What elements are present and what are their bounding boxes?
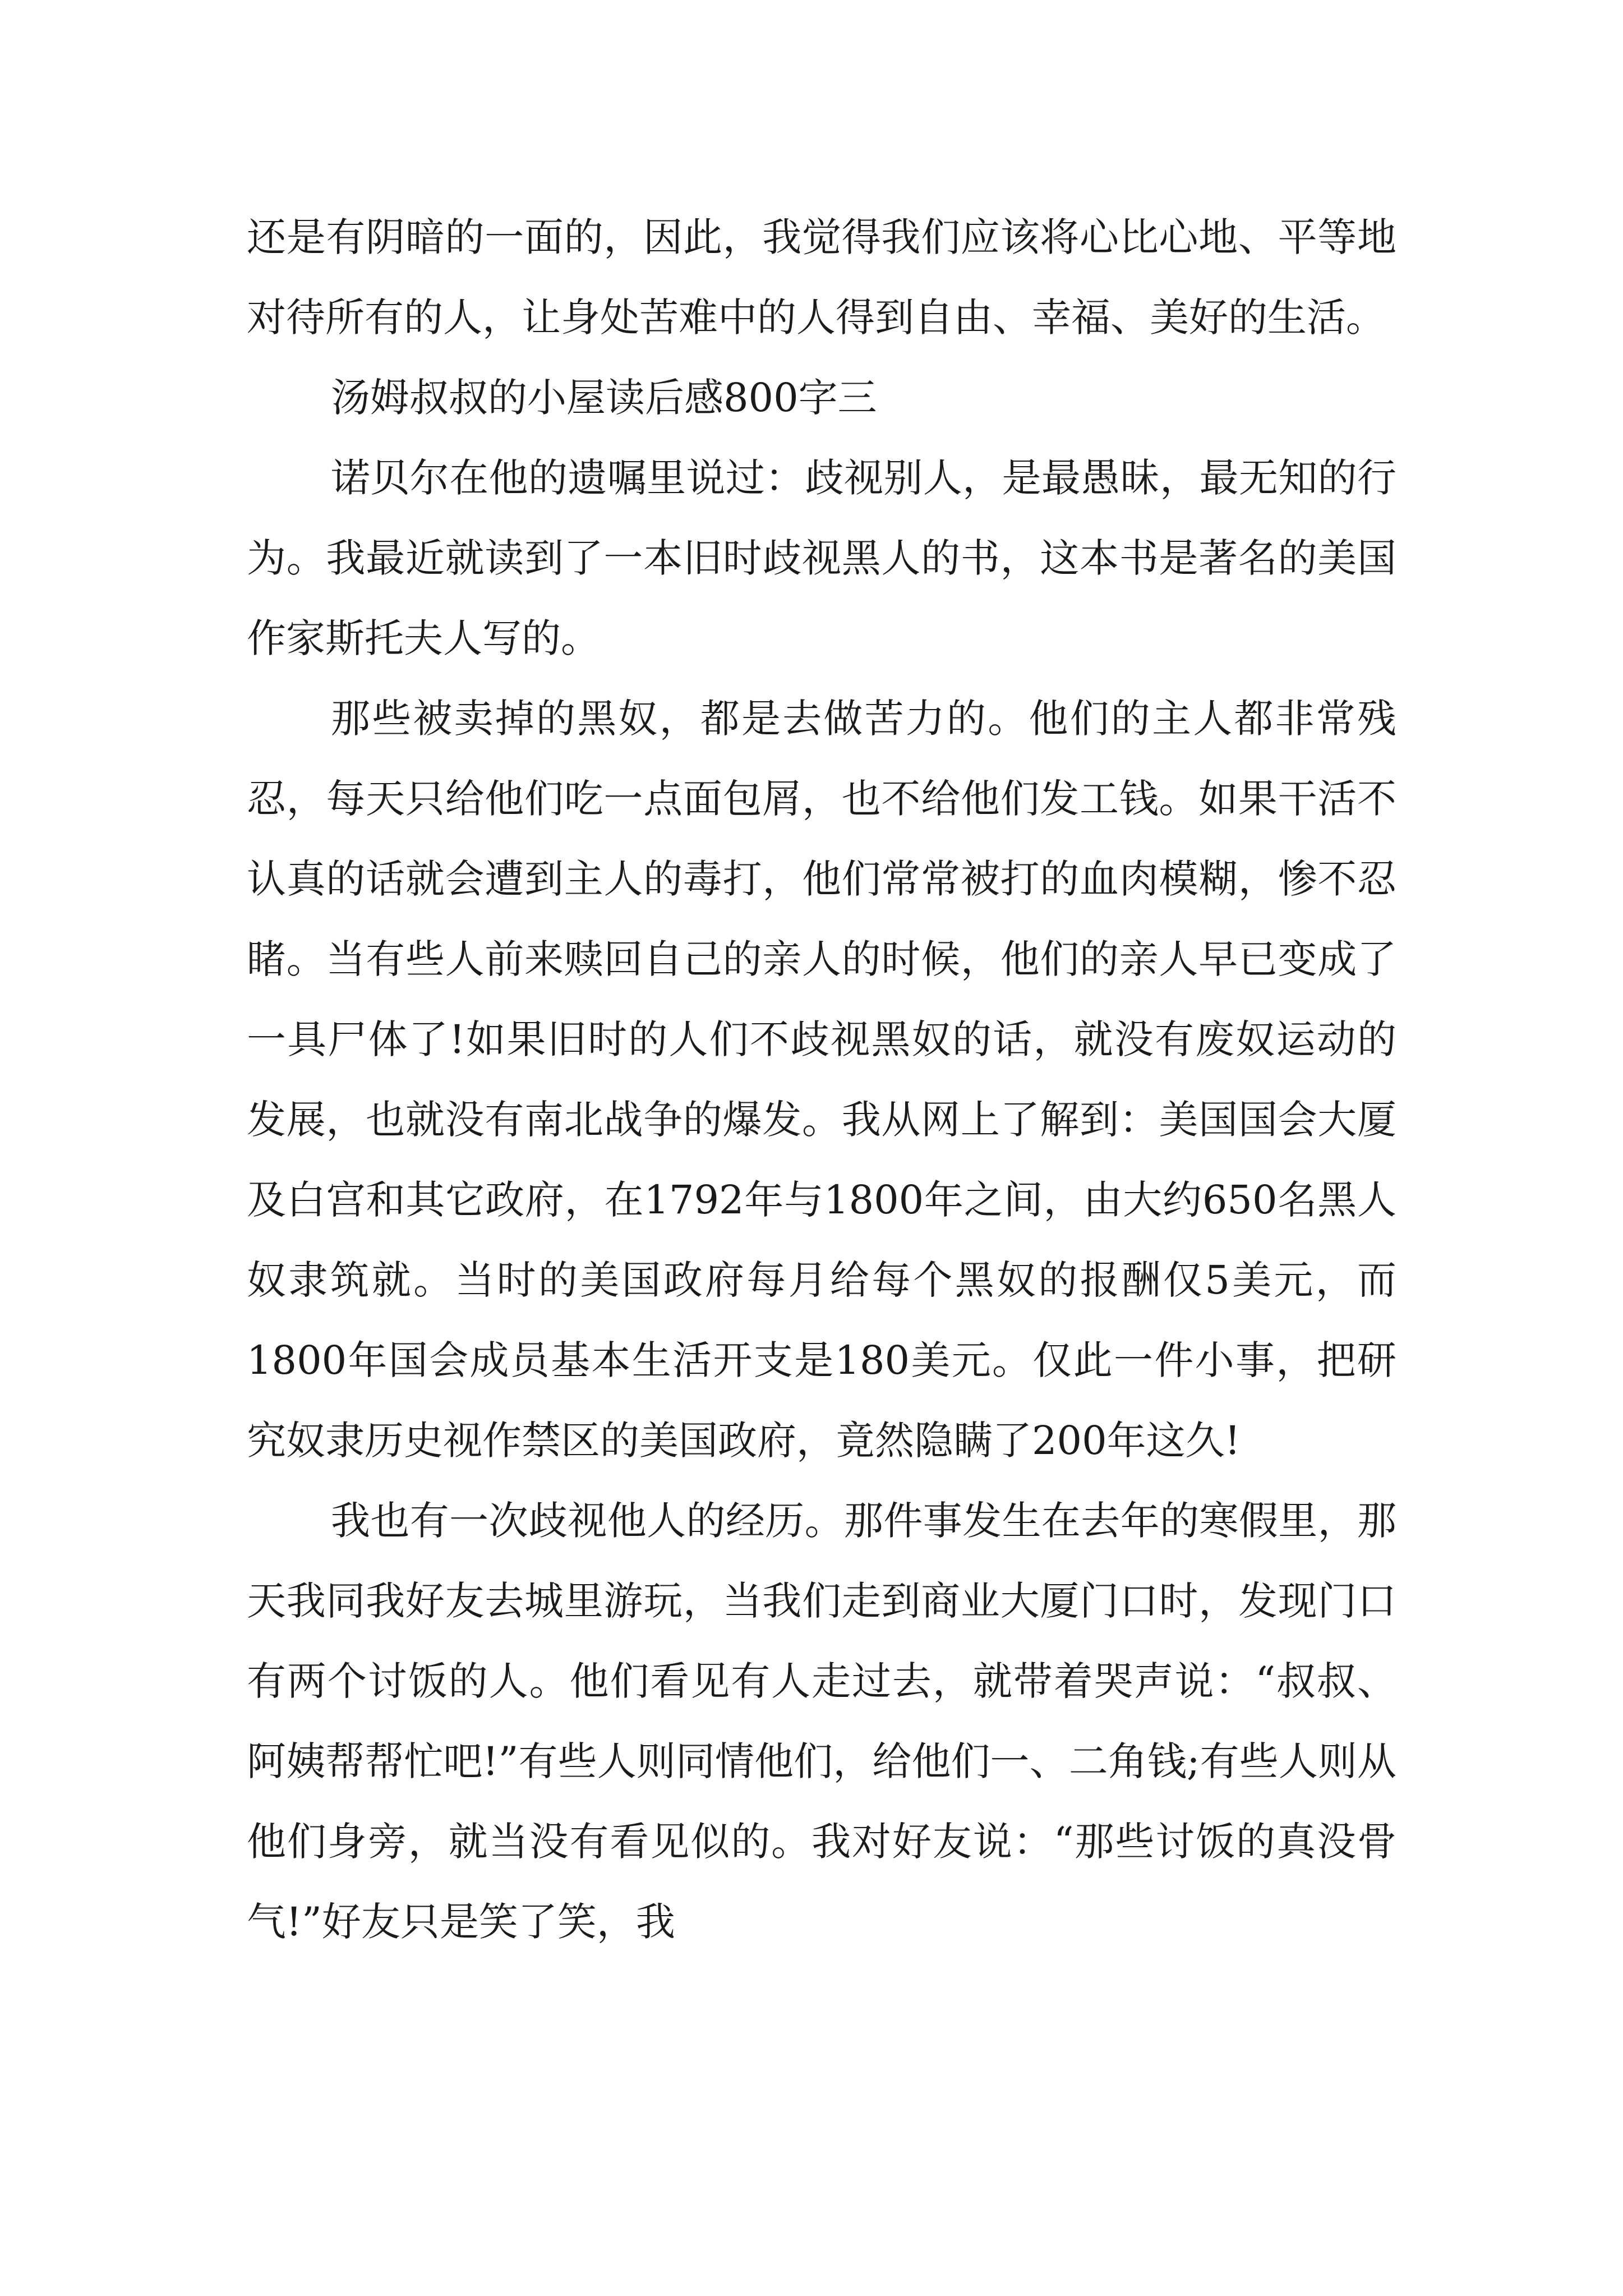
paragraph-continuation: 还是有阴暗的一面的，因此，我觉得我们应该将心比心地、平等地对待所有的人，让身处苦难中的人得到自由、幸福、美好的生活。 bbox=[247, 214, 1396, 341]
paragraph-nobel-quote: 诺贝尔在他的遗嘱里说过：歧视别人，是最愚昧，最无知的行为。我最近就读到了一本旧时歧视黑人的书，这本书是著名的美国作家斯托夫人写的。 bbox=[247, 455, 1396, 661]
paragraph-slaves: 那些被卖掉的黑奴，都是去做苦力的。他们的主人都非常残忍，每天只给他们吃一点面包屑，也不给他们发工钱。如果干活不认真的话就会遭到主人的毒打，他们常常被打的血肉模糊，惨不忍睹。当有些人前来赎回自己的亲人的时候，他们的亲人早已变成了一具尸体了!如果旧时的人们不歧视黑奴的话，就没有废奴运动的发展，也就没有南北战争的爆发。我从网上了解到：美国国会大厦及白宫和其它政府，在1792年与1800年之间，由大约650名黑人奴隶筑就。当时的美国政府每月给每个黑奴的报酬仅5美元，而1800年国会成员基本生活开支是180美元。仅此一件小事，把研究奴隶历史视作禁区的美国政府，竟然隐瞒了200年这久! bbox=[247, 696, 1396, 1464]
body-text bbox=[247, 197, 1396, 1962]
paragraph-personal-experience: 我也有一次歧视他人的经历。那件事发生在去年的寒假里，那天我同我好友去城里游玩，当我们走到商业大厦门口时，发现门口有两个讨饭的人。他们看见有人走过去，就带着哭声说：“叔叔、阿姨帮帮忙吧!”有些人则同情他们，给他们一、二角钱;有些人则从他们身旁，就当没有看见似的。我对好友说：“那些讨饭的真没骨气!”好友只是笑了笑，我 bbox=[247, 1498, 1396, 1945]
section-heading: 汤姆叔叔的小屋读后感800字三 bbox=[331, 375, 877, 421]
